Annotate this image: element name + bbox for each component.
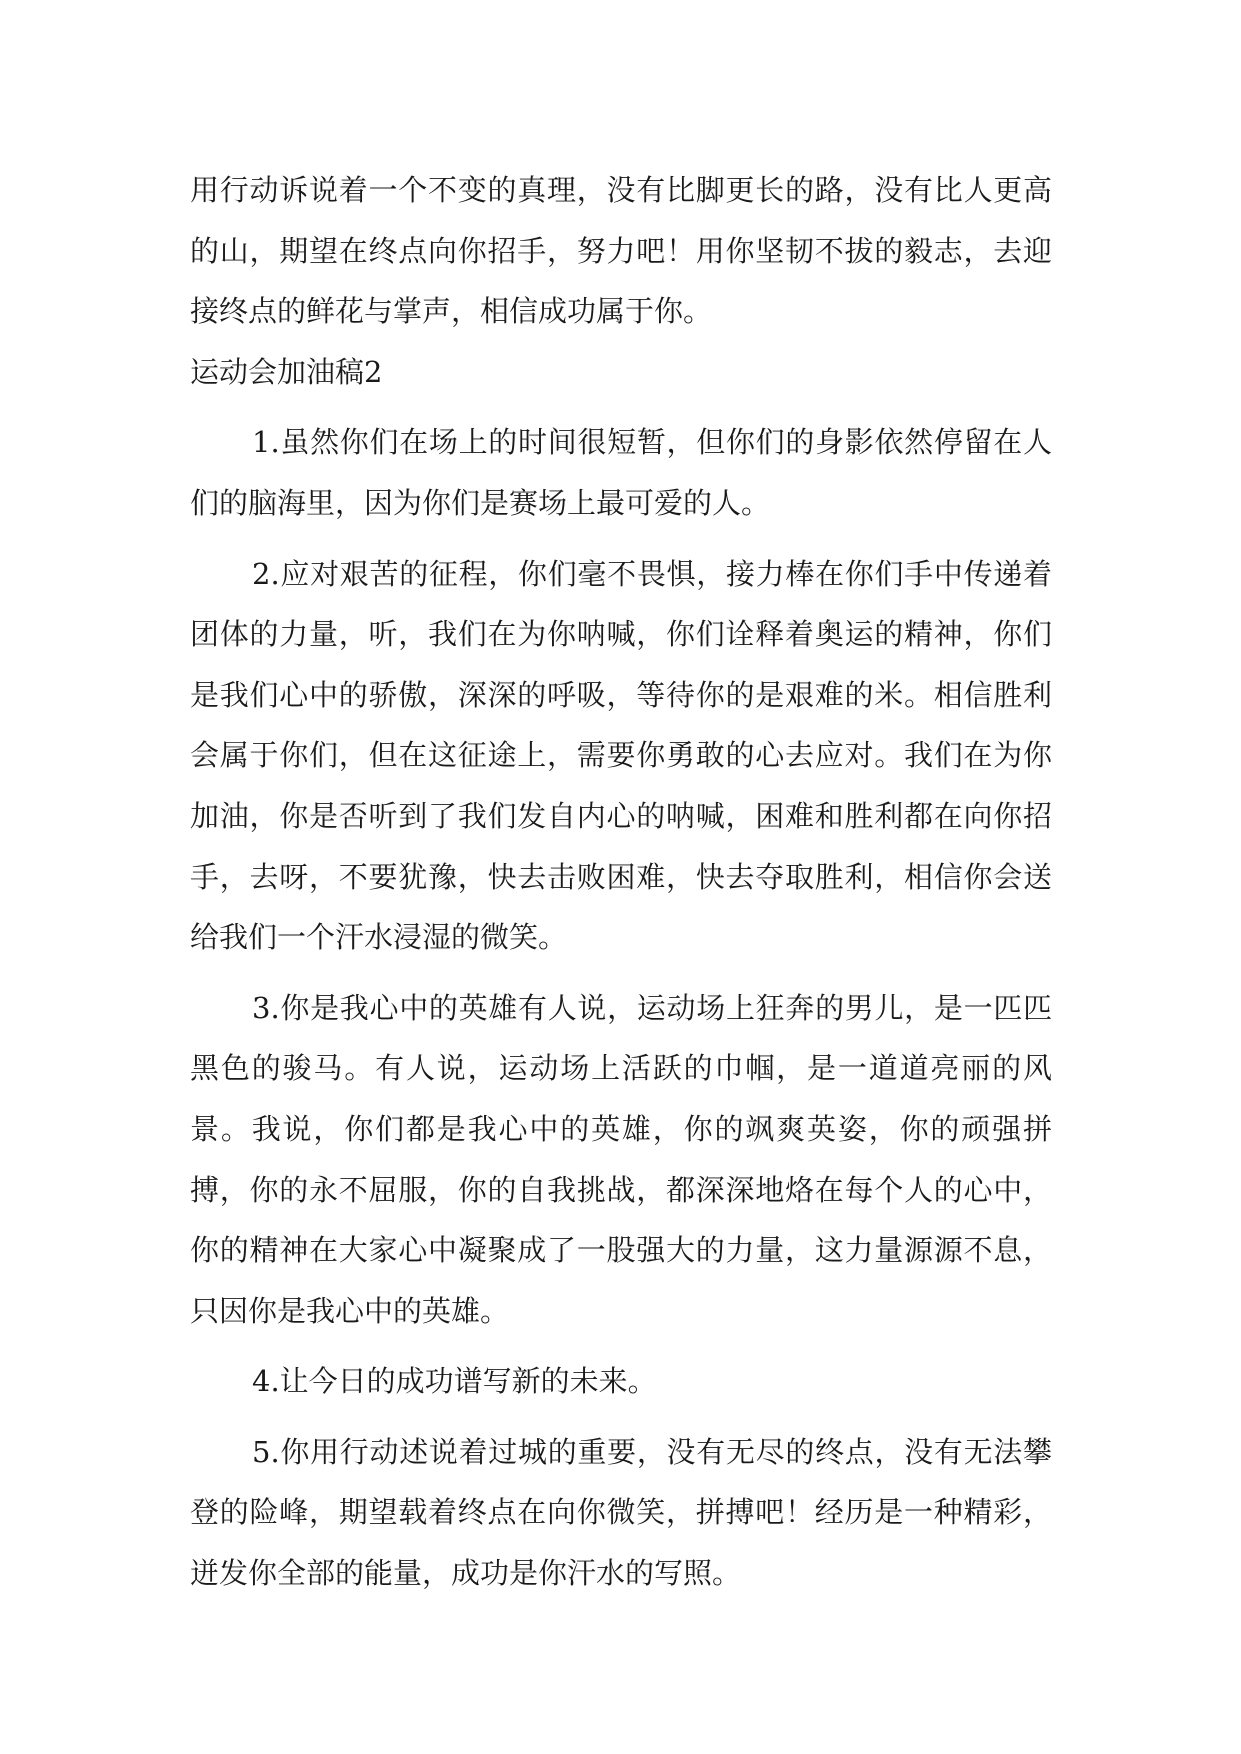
- list-item-5: 5.你用行动述说着过城的重要，没有无尽的终点，没有无法攀登的险峰，期望载着终点在向你微笑，拼搏吧！经历是一种精彩，迸发你全部的能量，成功是你汗水的写照。: [190, 1434, 1052, 1591]
- list-item-1: 1.虽然你们在场上的时间很短暂，但你们的身影依然停留在人们的脑海里，因为你们是赛场上最可爱的人。: [190, 425, 1052, 520]
- section-title: 运动会加油稿2: [190, 354, 383, 389]
- intro-paragraph: 用行动诉说着一个不变的真理，没有比脚更长的路，没有比人更高的山，期望在终点向你招手，努力吧！用你坚韧不拔的毅志，去迎接终点的鲜花与掌声，相信成功属于你。: [190, 173, 1052, 329]
- list-item-3: 3.你是我心中的英雄有人说，运动场上狂奔的男儿，是一匹匹黑色的骏马。有人说，运动场上活跃的巾帼，是一道道亮丽的风景。我说，你们都是我心中的英雄，你的飒爽英姿，你的顽强拼搏，你的永不屈服，你的自我挑战，都深深地烙在每个人的心中，你的精神在大家心中凝聚成了一股强大的力量，这力量源源不息，只因你是我心中的英雄。: [190, 990, 1052, 1328]
- list-item-2: 2.应对艰苦的征程，你们毫不畏惧，接力棒在你们手中传递着团体的力量，听，我们在为你呐喊，你们诠释着奥运的精神，你们是我们心中的骄傲，深深的呼吸，等待你的是艰难的米。相信胜利会属于你们，但在这征途上，需要你勇敢的心去应对。我们在为你加油，你是否听到了我们发自内心的呐喊，困难和胜利都在向你招手，去呀，不要犹豫，快去击败困难，快去夺取胜利，相信你会送给我们一个汗水浸湿的微笑。: [190, 556, 1052, 955]
- list-item-4: 4.让今日的成功谱写新的未来。: [252, 1364, 657, 1399]
- document-body: [190, 160, 1052, 1604]
